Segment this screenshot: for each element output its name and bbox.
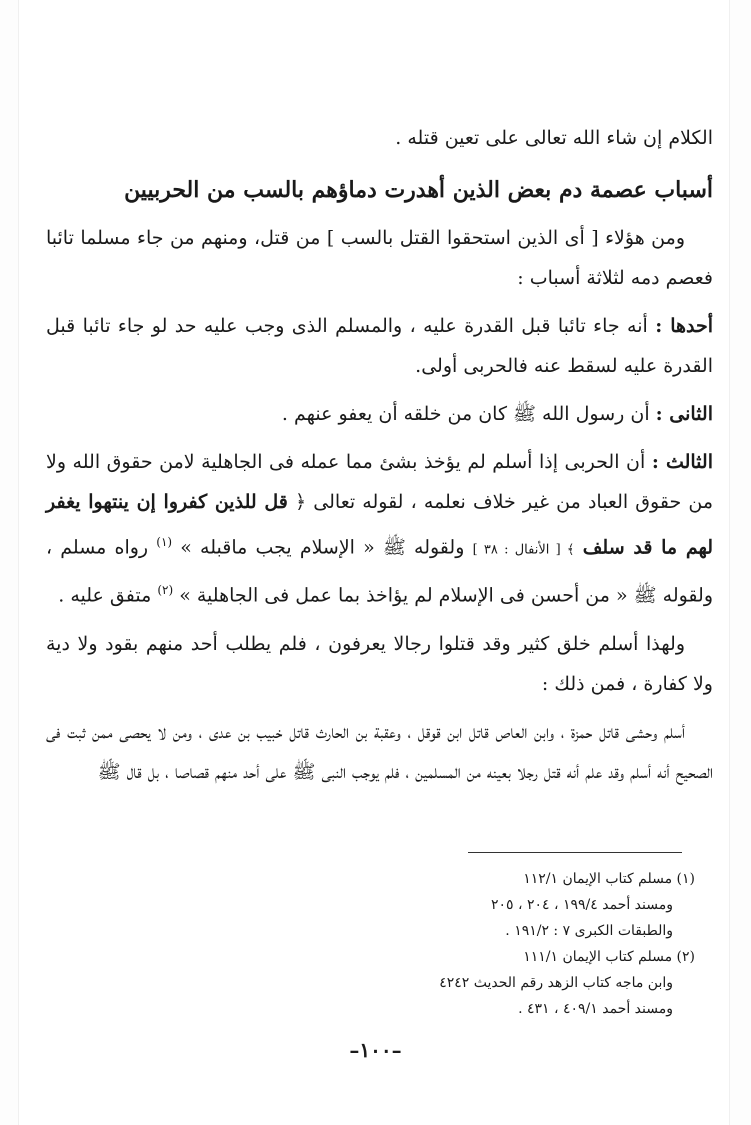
reason-second xyxy=(46,394,713,434)
reason-first-text: أنه جاء تائبا قبل القدرة عليه ، والمسلم الذى وجب عليه حد لو جاء تائبا قبل القدرة عليه لسقط عنه فالحربى أولى. xyxy=(46,315,713,377)
reason-third-text: أن الحربى إذا أسلم لم يؤخذ بشئ مما عمله فى الجاهلية لامن حقوق الله ولا من حقوق العباد من غير خلاف نعلمه ، لقوله تعالى ﴿ xyxy=(46,451,713,513)
agreed-upon: متفق عليه . xyxy=(58,584,152,607)
footnote-divider xyxy=(468,852,682,853)
hadith-one: ولقوله ﷺ « الإسلام يجب ماقبله » xyxy=(180,536,465,559)
footnote-ref-2: (٢) xyxy=(157,583,174,598)
footnote-line: والطبقات الكبرى ٧ : ١٩١/٢ . xyxy=(505,923,673,939)
section-heading: أسباب عصمة دم بعض الذين أهدرت دماؤهم بالسب من الحربيين xyxy=(124,177,713,203)
footnote-line: ومسند أحمد ١٩٩/٤ ، ٢٠٤ ، ٢٠٥ xyxy=(491,897,673,913)
quran-reference: ﴾ [ الأنفال : ٣٨ ] xyxy=(472,542,575,558)
intro-paragraph: ومن هؤلاء [ أى الذين استحقوا القتل بالسب ] من قتل، ومنهم من جاء مسلما تائبا فعصم دمه لثلاثة أسباب : xyxy=(46,227,713,289)
reason-third xyxy=(46,442,713,616)
footnotes xyxy=(295,866,695,1022)
hadith-two: رواه مسلم ، ولقوله ﷺ « من أحسن فى الإسلام لم يؤاخذ بما عمل فى الجاهلية » xyxy=(46,536,713,607)
continuation-line: الكلام إن شاء الله تعالى على تعين قتله . xyxy=(395,127,713,149)
footnote-ref-1: (١) xyxy=(156,535,173,549)
paragraph-many-converted: ولهذا أسلم خلق كثير وقد قتلوا رجالا يعرفون ، فلم يطلب أحد منهم بقود ولا دية ولا كفارة ، فمن ذلك : xyxy=(46,632,713,695)
footnote-line: ومسند أحمد ٤٠٩/١ ، ٤٣١ . xyxy=(518,1001,673,1017)
reason-second-text: أن رسول الله ﷺ كان من خلقه أن يعفو عنهم . xyxy=(281,403,650,425)
reason-first xyxy=(46,306,713,386)
footnote-line: وابن ماجه كتاب الزهد رقم الحديث ٤٢٤٢ xyxy=(439,975,673,991)
paragraph-examples: أسلم وحشى قاتل حمزة ، وابن العاص قاتل ابن قوقل ، وعقبة بن الحارث قاتل خبيب بن عدى ، ومن لا يحصى ممن ثبت فى الصحيح أنه أسلم وقد علم أنه قتل رجلا بعينه من المسلمين ، فلم يوجب النبى ﷺ على أحد منهم قصاصا ، بل قال ﷺ xyxy=(46,720,713,783)
reason-second-lead: الثانى : xyxy=(655,403,713,425)
reason-first-lead: أحدها : xyxy=(655,315,713,337)
main-text xyxy=(46,118,713,800)
reason-third-lead: الثالث : xyxy=(651,451,713,473)
quran-verse: قل للذين كفروا إن ينتهوا يغفر لهم ما قد سلف xyxy=(46,491,714,559)
footnote-line: (١) مسلم كتاب الإيمان ١١٢/١ xyxy=(523,871,695,887)
page-number: –١٠٠– xyxy=(349,1038,402,1062)
footnote-line: (٢) مسلم كتاب الإيمان ١١١/١ xyxy=(523,949,695,965)
